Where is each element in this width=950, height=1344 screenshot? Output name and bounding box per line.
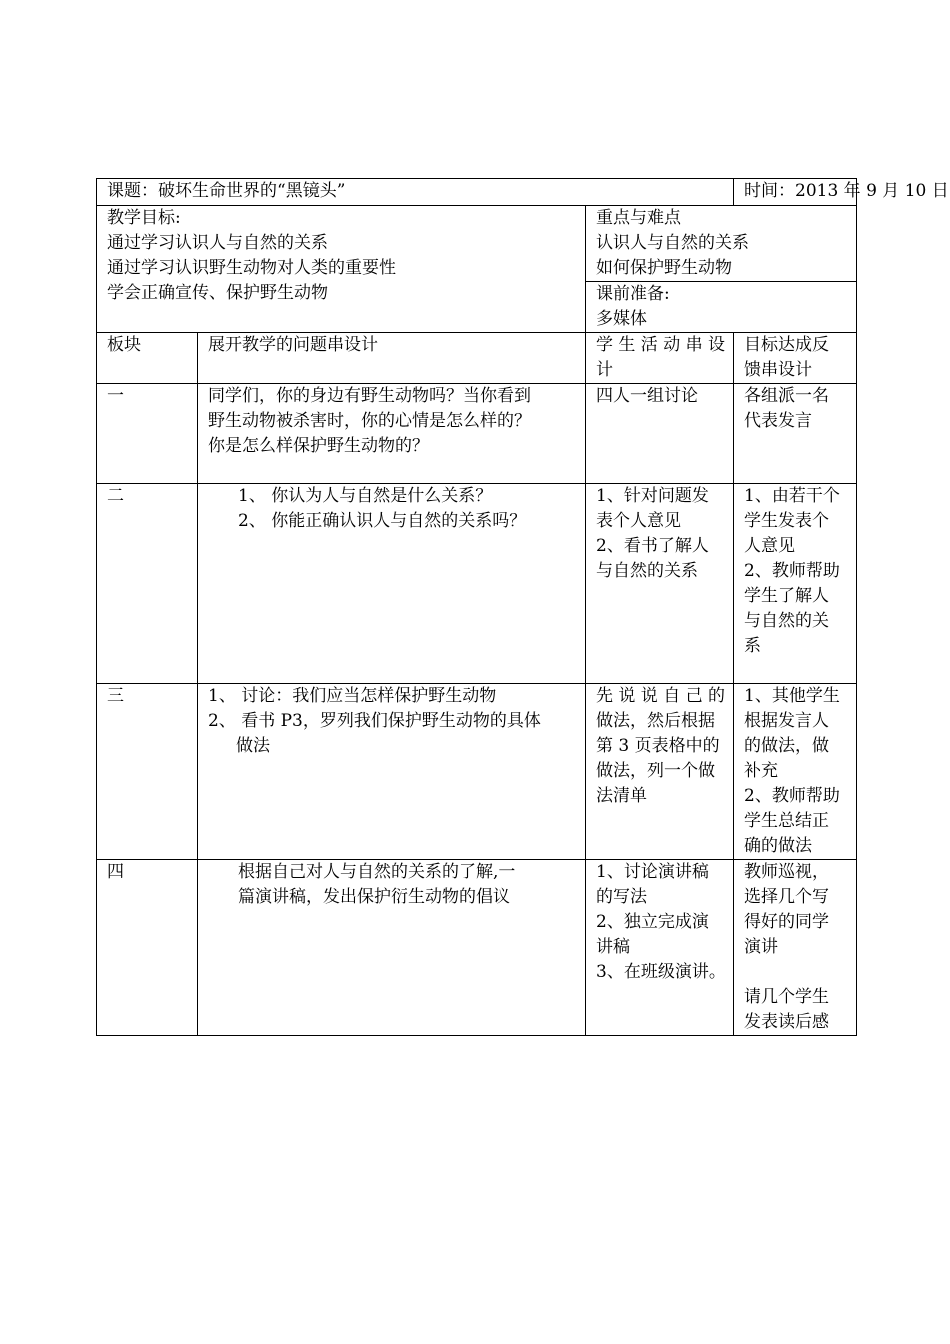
questions-cell: 1、 讨论：我们应当怎样保护野生动物 2、 看书 P3，罗列我们保护野生动物的具体 做法 — [198, 684, 586, 860]
questions-cell: 同学们，你的身边有野生动物吗？当你看到 野生动物被杀害时，你的心情是怎么样的？ 你是怎么样保护野生动物的？ — [198, 384, 586, 484]
header-row — [97, 179, 857, 206]
goals-title: 教学目标: — [107, 208, 181, 228]
table-row — [97, 384, 857, 484]
goal-item: 学会正确宣传、保护野生动物 — [107, 283, 328, 303]
activities-cell: 1、讨论演讲稿 的写法 2、独立完成演 讲稿 3、在班级演讲。 — [586, 860, 734, 1036]
keypoint-item: 认识人与自然的关系 — [596, 233, 749, 253]
feedback-cell: 教师巡视， 选择几个写 得好的同学 演讲 请几个学生 发表读后感 — [734, 860, 857, 1036]
keypoint-item: 如何保护野生动物 — [596, 258, 732, 278]
feedback-cell: 各组派一名 代表发言 — [734, 384, 857, 484]
info-row-1 — [97, 206, 857, 282]
section-cell: 四 — [97, 860, 198, 1036]
lesson-plan-document — [96, 178, 949, 1036]
topic-cell — [97, 179, 734, 206]
questions-cell: 根据自己对人与自然的关系的了解,一 篇演讲稿，发出保护衍生动物的倡议 — [198, 860, 586, 1036]
activities-cell: 1、针对问题发 表个人意见 2、看书了解人 与自然的关系 — [586, 484, 734, 684]
time-text: 时间：2013 年 9 月 10 日 — [744, 181, 949, 201]
keypoints-cell — [586, 206, 857, 282]
activities-cell: 四人一组讨论 — [586, 384, 734, 484]
col-header-feedback: 目标达成反 馈串设计 — [734, 333, 857, 384]
table-row — [97, 484, 857, 684]
table-row — [97, 684, 857, 860]
col-header-section: 板块 — [97, 333, 198, 384]
topic-text: 课题：破坏生命世界的“黑镜头” — [107, 181, 346, 201]
keypoints-title: 重点与难点 — [596, 208, 681, 228]
table-row — [97, 860, 857, 1036]
col-header-activities: 学 生 活 动 串 设 计 — [586, 333, 734, 384]
prep-text: 多媒体 — [596, 309, 647, 329]
lesson-plan-table — [96, 178, 949, 1036]
activities-cell: 先 说 说 自 己 的 做法，然后根据 第 3 页表格中的 做法，列一个做 法清单 — [586, 684, 734, 860]
feedback-cell: 1、由若干个 学生发表个 人意见 2、教师帮助 学生了解人 与自然的关 系 — [734, 484, 857, 684]
section-cell: 一 — [97, 384, 198, 484]
questions-cell: 1、 你认为人与自然是什么关系？ 2、 你能正确认识人与自然的关系吗？ — [198, 484, 586, 684]
time-cell — [734, 179, 949, 206]
goal-item: 通过学习认识野生动物对人类的重要性 — [107, 258, 396, 278]
goals-cell — [97, 206, 586, 333]
col-header-questions: 展开教学的问题串设计 — [198, 333, 586, 384]
prep-title: 课前准备: — [596, 284, 670, 304]
feedback-cell: 1、其他学生 根据发言人 的做法，做 补充 2、教师帮助 学生总结正 确的做法 — [734, 684, 857, 860]
goal-item: 通过学习认识人与自然的关系 — [107, 233, 328, 253]
prep-cell — [586, 282, 857, 333]
column-header-row — [97, 333, 857, 384]
section-cell: 三 — [97, 684, 198, 860]
section-cell: 二 — [97, 484, 198, 684]
